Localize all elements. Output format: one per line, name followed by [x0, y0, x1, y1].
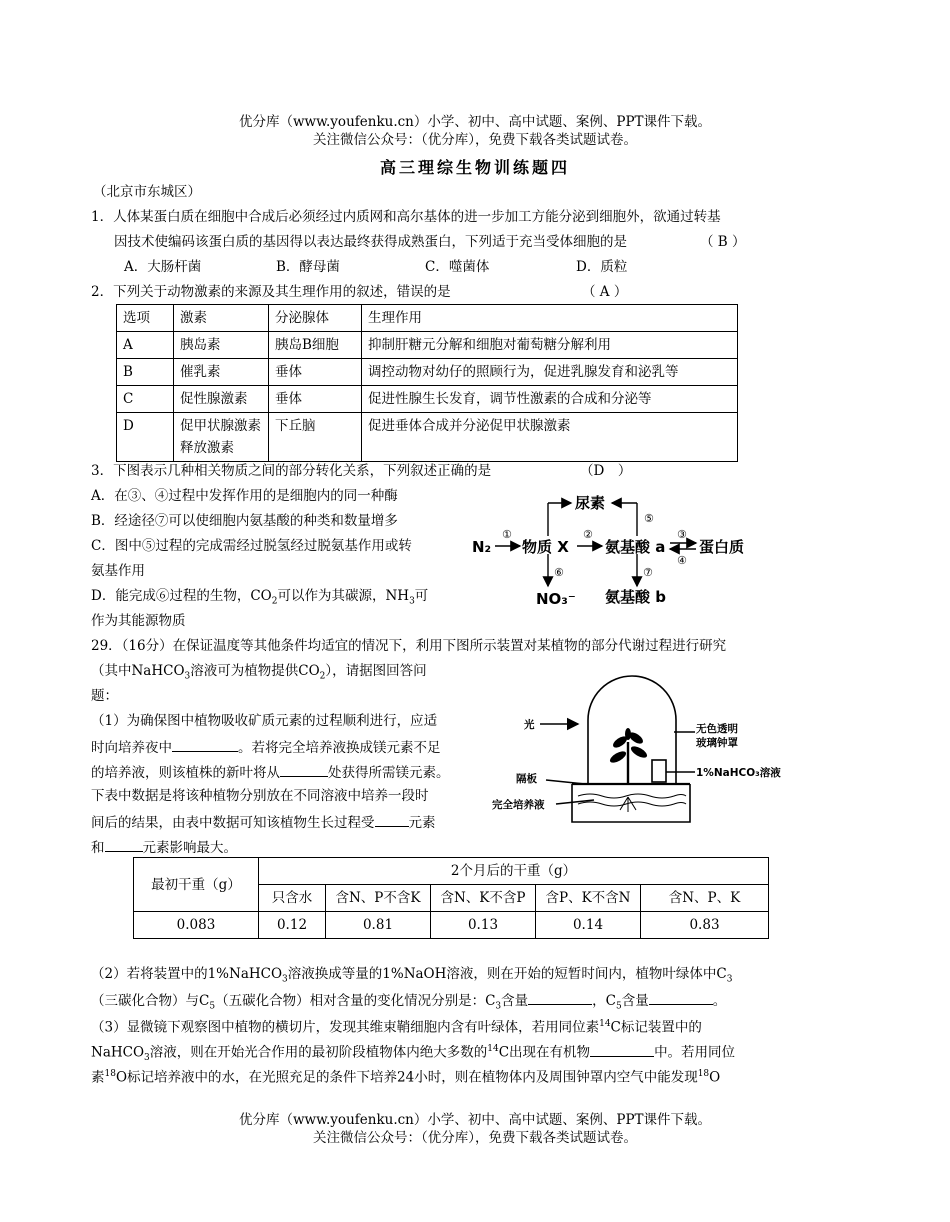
q1-answer: （ B ） — [700, 234, 746, 250]
table-cell: 0.14 — [536, 912, 641, 939]
table-header-row — [134, 858, 769, 885]
q29-p3-line-1: （3）显微镜下观察图中植物的横切片，发现其维束鞘细胞内含有叶绿体，若用同位素$^{14}$C标记装置中的 — [91, 1019, 702, 1036]
table-cell: 抑制肝糖元分解和细胞对葡萄糖分解利用 — [362, 332, 738, 359]
table-row — [117, 332, 738, 359]
table-header-cell: 含P、K不含N — [536, 885, 641, 912]
q29-p1-line-5: 间后的结果，由表中数据可知该植物生长过程受 元素 — [91, 812, 436, 832]
q3-option-d-2: 作为其能源物质 — [91, 613, 186, 629]
bell-jar — [588, 676, 676, 784]
apparatus-diagram — [490, 672, 781, 837]
step-5-label: ⑤ — [644, 512, 654, 525]
table-cell: 0.13 — [431, 912, 536, 939]
q2-stem: 2．下列关于动物激素的来源及其生理作用的叙述，错误的是 — [91, 284, 451, 300]
step-6-label: ⑥ — [554, 566, 564, 579]
q29-line-3: 题： — [91, 688, 118, 704]
q29-p3-line-3: 素$^{18}$O标记培养液中的水，在光照充足的条件下培养24小时，则在植物体内及周围钟罩内空气中能发现$^{18}$O — [91, 1069, 721, 1086]
table-cell: 胰岛素 — [174, 332, 269, 359]
table-row — [134, 912, 769, 939]
answer-blank — [590, 1042, 654, 1057]
substance-x-label: 物质 X — [522, 538, 569, 556]
table-header-cell: 含N、K不含P — [431, 885, 536, 912]
q3-option-b: B．经途径⑦可以使细胞内氨基酸的种类和数量增多 — [91, 513, 398, 529]
dry-weight-table — [133, 857, 769, 939]
q29-p1-line-6: 和 元素影响最大。 — [91, 837, 237, 857]
table-header-cell: 最初干重（g） — [134, 858, 259, 912]
hormone-table — [116, 304, 738, 462]
table-header-cell: 2个月后的干重（g） — [259, 858, 769, 885]
q1-line-1: 1．人体某蛋白质在细胞中合成后必须经过内质网和高尔基体的进一步加工方能分泌到细胞外，欲通过转基 — [91, 209, 721, 225]
table-cell: B — [117, 359, 174, 386]
table-cell: 下丘脑 — [269, 413, 362, 462]
q1-option-d: D．质粒 — [576, 259, 628, 275]
step-4-label: ④ — [677, 554, 687, 567]
table-header-cell: 分泌腺体 — [269, 305, 362, 332]
region-note: （北京市东城区） — [93, 184, 201, 200]
nitrate-label: NO₃⁻ — [536, 590, 576, 608]
amino-acid-b-label: 氨基酸 b — [605, 588, 666, 606]
q1-option-a: A．大肠杆菌 — [124, 259, 202, 275]
q29-p1-line-4: 下表中数据是将该种植物分别放在不同溶液中培养一段时 — [91, 788, 429, 804]
table-cell: 促性腺激素 — [174, 386, 269, 413]
answer-blank — [528, 990, 592, 1005]
step-2-label: ② — [583, 528, 593, 541]
q29-line-2: （其中NaHCO$_3$溶液可为植物提供$CO_2$），请据图回答问 — [91, 663, 427, 682]
table-cell: 促进性腺生长发育，调节性激素的合成和分泌等 — [362, 386, 738, 413]
q29-p1-line-2: 时向培养夜中 。若将完全培养液换成镁元素不足 — [91, 737, 441, 757]
table-cell: 0.83 — [641, 912, 769, 939]
answer-blank — [280, 762, 328, 777]
q29-line-1: 29．（16分）在保证温度等其他条件均适宜的情况下，利用下图所示装置对某植物的部分代谢过程进行研究 — [91, 638, 727, 654]
n2-label: N₂ — [472, 538, 492, 556]
q29-p1-line-1: （1）为确保图中植物吸收矿质元素的过程顺利进行，应适 — [91, 713, 438, 729]
header-line-2: 关注微信公众号：（优分库），免费下载各类试题试卷。 — [313, 132, 637, 148]
table-row — [117, 386, 738, 413]
table-cell: 0.083 — [134, 912, 259, 939]
answer-blank — [105, 837, 143, 852]
table-row — [117, 413, 738, 462]
table-cell: 0.81 — [326, 912, 431, 939]
answer-blank — [375, 812, 409, 827]
partition-label: 隔板 — [516, 773, 537, 785]
q29-p3-line-2: NaHCO$_3$溶液，则在开始光合作用的最初阶段植物体内绝大多数的$^{14}$C出现在有机物 中。若用同位 — [91, 1040, 735, 1067]
table-cell: 调控动物对幼仔的照顾行为，促进乳腺发育和泌乳等 — [362, 359, 738, 386]
q2-answer: （ A ） — [582, 284, 628, 300]
table-header-cell: 生理作用 — [362, 305, 738, 332]
table-header-cell: 选项 — [117, 305, 174, 332]
page-title: 高三理综生物训练题四 — [379, 158, 570, 177]
bell-jar-label-1: 无色透明 — [696, 723, 738, 735]
table-cell: 促进垂体合成并分泌促甲状腺激素 — [362, 413, 738, 462]
table-cell: D — [117, 413, 174, 462]
table-header-cell: 激素 — [174, 305, 269, 332]
table-cell: C — [117, 386, 174, 413]
q29-p2-line-1: （2）若将装置中的1%NaHCO$_3$溶液换成等量的1%NaOH溶液，则在开始的短暂时间内，植物叶绿体中$C_3$ — [91, 966, 733, 985]
footer-line-1: 优分库（www.youfenku.cn）小学、初中、高中试题、案例、PPT课件下载。 — [238, 1112, 712, 1128]
step-1-label: ① — [502, 528, 512, 541]
q3-option-d-1: D．能完成⑥过程的生物，$CO_2$可以作为其碳源，$NH_3$可 — [91, 588, 429, 607]
table-cell: 垂体 — [269, 386, 362, 413]
step-3-label: ③ — [677, 528, 687, 541]
protein-label: 蛋白质 — [699, 538, 745, 556]
answer-blank — [649, 990, 713, 1005]
q3-answer: （D ） — [580, 463, 632, 479]
table-cell: 胰岛B细胞 — [269, 332, 362, 359]
q3-stem: 3．下图表示几种相关物质之间的部分转化关系，下列叙述正确的是 — [91, 463, 492, 479]
light-label: 光 — [524, 719, 535, 731]
nitrogen-conversion-diagram — [470, 490, 760, 610]
table-cell: 促甲状腺激素释放激素 — [174, 413, 269, 462]
table-header-cell: 只含水 — [259, 885, 326, 912]
step-7-label: ⑦ — [643, 566, 653, 579]
table-header-cell: 含N、P、K — [641, 885, 769, 912]
urea-label: 尿素 — [575, 494, 606, 512]
nahco3-label: 1%NaHCO₃溶液 — [696, 767, 781, 779]
answer-blank — [172, 737, 238, 752]
header-line-1: 优分库（www.youfenku.cn）小学、初中、高中试题、案例、PPT课件下载。 — [238, 114, 712, 130]
table-cell: A — [117, 332, 174, 359]
table-header-cell: 含N、P不含K — [326, 885, 431, 912]
table-header-row — [117, 305, 738, 332]
culture-solution-label: 完全培养液 — [492, 799, 545, 811]
q1-line-2: 因技术使编码该蛋白质的基因得以表达最终获得成熟蛋白，下列适于充当受体细胞的是 — [114, 234, 627, 250]
table-cell: 0.12 — [259, 912, 326, 939]
q1-option-c: C．噬菌体 — [425, 259, 490, 275]
q3-option-c-1: C．图中⑤过程的完成需经过脱氢经过脱氨基作用或转 — [91, 538, 412, 554]
bell-jar-label-2: 玻璃钟罩 — [696, 737, 738, 749]
amino-acid-a-label: 氨基酸 a — [605, 538, 666, 556]
table-cell: 垂体 — [269, 359, 362, 386]
footer-line-2: 关注微信公众号：（优分库），免费下载各类试题试卷。 — [313, 1130, 637, 1146]
table-row — [117, 359, 738, 386]
q29-p1-line-3: 的培养液，则该植株的新叶将从 处获得所需镁元素。 — [91, 762, 450, 782]
q1-option-b: B．酵母菌 — [276, 259, 340, 275]
q29-p2-line-2: （三碳化合物）与$C_5$（五碳化合物）相对含量的变化情况分别是：$C_3$含量 ，$C_5$含量 。 — [91, 990, 726, 1016]
table-cell: 催乳素 — [174, 359, 269, 386]
q3-option-a: A．在③、④过程中发挥作用的是细胞内的同一种酶 — [91, 488, 398, 504]
q3-option-c-2: 氨基作用 — [91, 563, 145, 579]
